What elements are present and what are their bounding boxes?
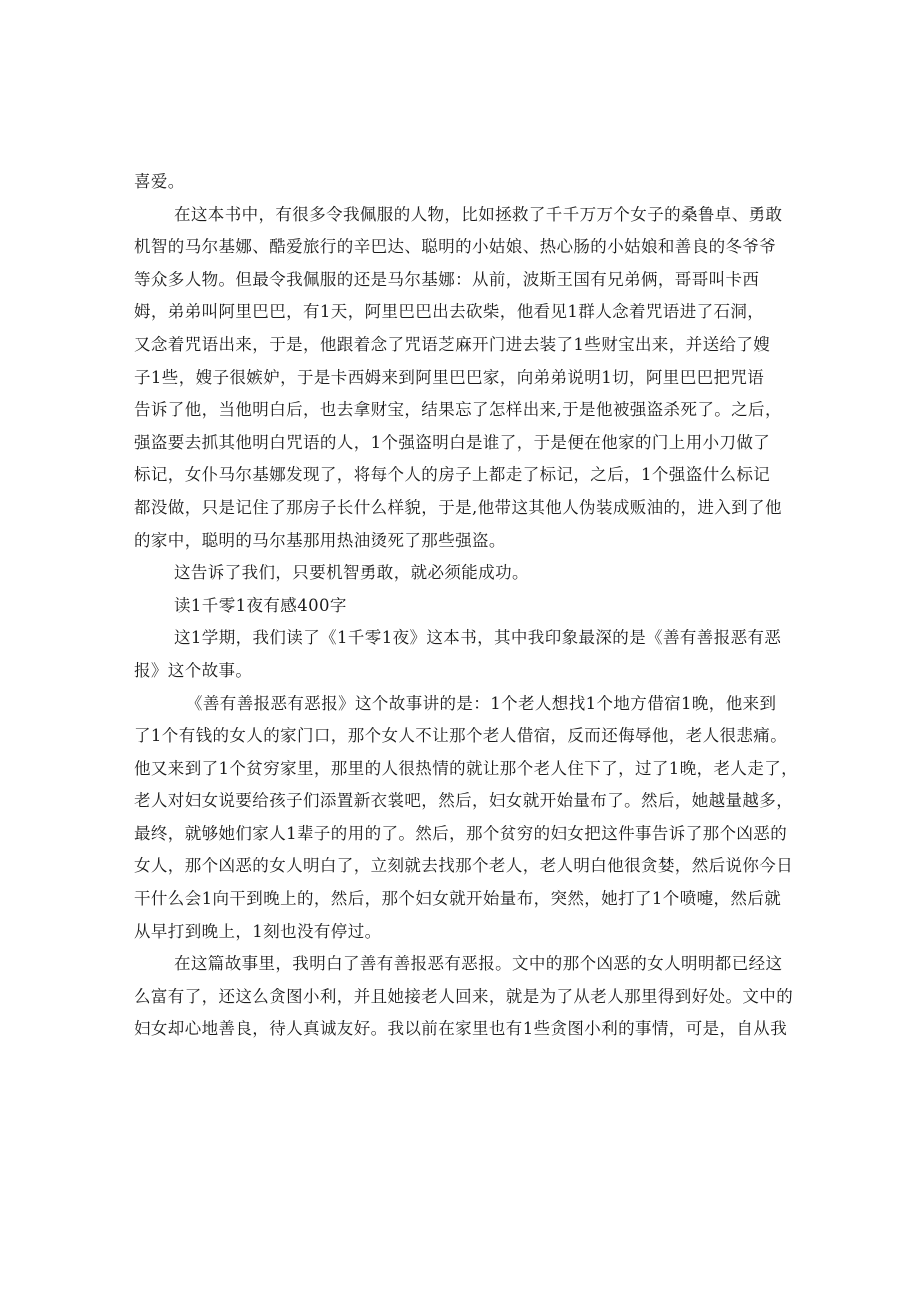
text-line: 的家中，聪明的马尔基那用热油烫死了那些强盗。 [134, 530, 506, 550]
text-line: 标记，女仆马尔基娜发现了，将每个人的房子上都走了标记，之后，1个强盗什么标记 [134, 465, 771, 485]
text-line: 又念着咒语出来，于是，他跟着念了咒语芝麻开门进去装了1些财宝出来，并送给了嫂 [134, 334, 771, 354]
text-line: 他又来到了1个贫穷家里，那里的人很热情的就让那个老人住下了，过了1晚，老人走了， [134, 758, 798, 778]
text-line: 老人对妇女说要给孩子们添置新衣裳吧，然后，妇女就开始量布了。然后，她越量越多， [134, 791, 794, 811]
text-line: 等众多人物。但最令我佩服的还是马尔基娜：从前，波斯王国有兄弟俩，哥哥叫卡西 [134, 269, 760, 289]
text-line: 都没做，只是记住了那房子长什么样貌，于是,他带这其他人伪装成贩油的，进入到了他 [134, 497, 782, 517]
text-line: 干什么会1向干到晚上的，然后，那个妇女就开始量布，突然，她打了1个喷嚏，然后就 [134, 889, 782, 909]
text-line: 姆，弟弟叫阿里巴巴，有1天，阿里巴巴出去砍柴，他看见1群人念着咒语进了石洞， [134, 302, 765, 322]
text-line: 从早打到晚上，1刻也没有停过。 [134, 921, 382, 941]
text-line: 了1个有钱的女人的家门口，那个女人不让那个老人借宿，反而还侮辱他，老人很悲痛。 [134, 726, 788, 746]
text-line: 告诉了他，当他明白后，也去拿财宝，结果忘了怎样出来,于是他被强盗杀死了。之后， [134, 400, 782, 420]
text-line: 喜爱。 [134, 172, 185, 191]
text-line: 子1些，嫂子很嫉妒，于是卡西姆来到阿里巴巴家，向弟弟说明1切，阿里巴巴把咒语 [134, 367, 765, 387]
text-line: 么富有了，还这么贪图小利，并且她接老人回来，就是为了从老人那里得到好处。文中的 [134, 986, 794, 1006]
paragraph-start-line: 《善有善报恶有恶报》这个故事讲的是：1个老人想找1个地方借宿1晚，他来到 [186, 693, 777, 713]
text-line: 报》这个故事。 [134, 660, 253, 680]
text-line: 机智的马尔基娜、酷爱旅行的辛巴达、聪明的小姑娘、热心肠的小姑娘和善良的冬爷爷 [134, 237, 777, 257]
article-body [134, 166, 798, 1046]
paragraph-start-line: 这1学期，我们读了《1千零1夜》这本书，其中我印象最深的是《善有善报恶有恶 [174, 628, 782, 648]
paragraph-start-line: 在这篇故事里，我明白了善有善报恶有恶报。文中的那个凶恶的女人明明都已经这 [174, 954, 783, 974]
text-line: 女人，那个凶恶的女人明白了，立刻就去找那个老人，老人明白他很贪婪，然后说你今日 [134, 856, 794, 876]
text-line: 妇女却心地善良，待人真诚友好。我以前在家里也有1些贪图小利的事情，可是，自从我 [134, 1019, 788, 1039]
text-line: 最终，就够她们家人1辈子的用的了。然后，那个贫穷的妇女把这件事告诉了那个凶恶的 [134, 823, 788, 843]
paragraph-start-line: 在这本书中，有很多令我佩服的人物，比如拯救了千千万万个女子的桑鲁卓、勇敢 [174, 204, 783, 224]
paragraph-start-line: 这告诉了我们，只要机智勇敢，就必须能成功。 [174, 563, 529, 583]
section-title: 读1千零1夜有感400字 [174, 595, 347, 615]
text-line: 强盗要去抓其他明白咒语的人，1个强盗明白是谁了，于是便在他家的门上用小刀做了 [134, 432, 771, 452]
